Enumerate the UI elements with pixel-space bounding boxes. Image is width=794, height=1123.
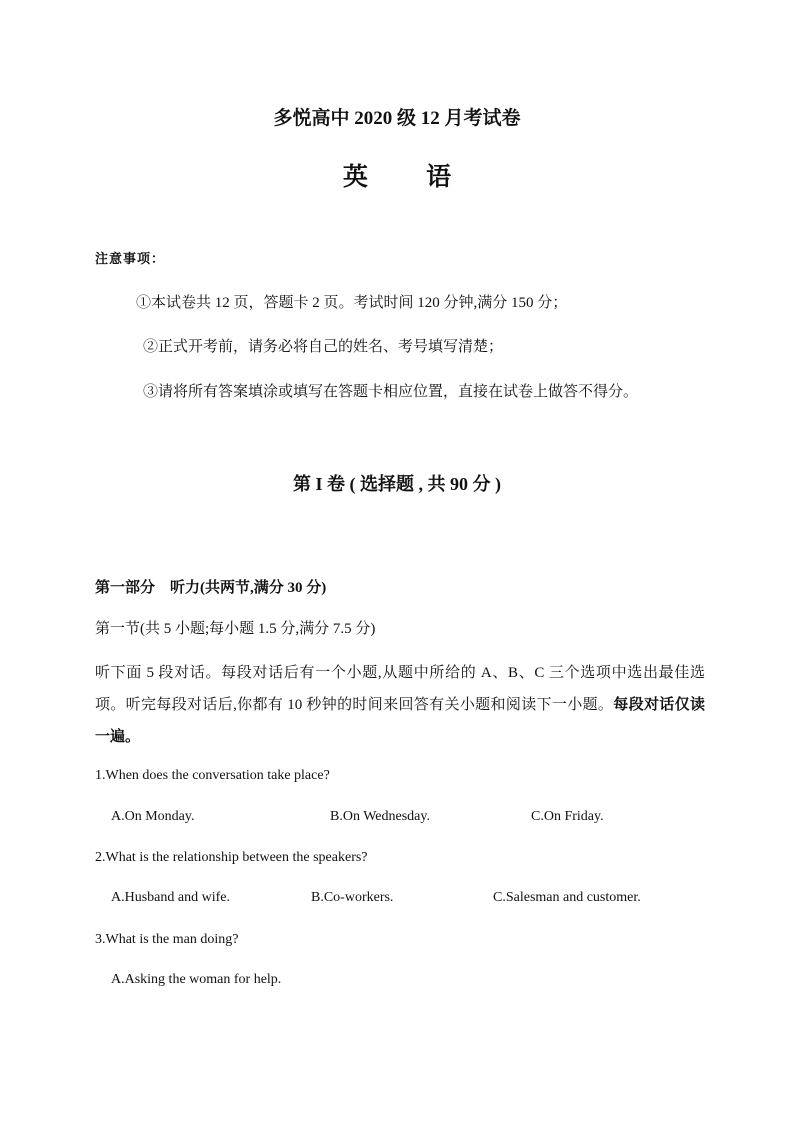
exam-title: 多悦高中 2020 级 12 月考试卷 — [273, 108, 521, 129]
section-title: 第 I 卷 ( 选择题 , 共 90 分 ) — [293, 474, 501, 494]
question-stem: 3.What is the man doing? — [95, 932, 239, 947]
question-option: B.On Wednesday. — [330, 809, 430, 824]
notice-item: ②正式开考前，请务必将自己的姓名、考号填写清楚； — [143, 339, 504, 355]
listening-instructions — [95, 657, 705, 753]
question-option: C.Salesman and customer. — [493, 890, 641, 905]
question-option: A.Husband and wife. — [111, 890, 230, 905]
question-option: A.On Monday. — [111, 809, 195, 824]
question-stem: 2.What is the relationship between the speakers? — [95, 850, 368, 865]
question-option: B.Co-workers. — [311, 890, 394, 905]
instructions-text: 听下面 5 段对话。每段对话后有一个小题,从题中所给的 A、B、C 三个选项中选出最佳选项。听完每段对话后,你都有 10 秒钟的时间来回答有关小题和阅读下一小题。 — [95, 665, 705, 713]
question-option: A.Asking the woman for help. — [111, 972, 282, 987]
subsection-title: 第一节(共 5 小题;每小题 1.5 分,满分 7.5 分) — [95, 621, 376, 637]
question-stem: 1.When does the conversation take place? — [95, 768, 330, 783]
notice-item: ①本试卷共 12 页，答题卡 2 页。考试时间 120 分钟,满分 150 分； — [136, 295, 568, 311]
question-option: C.On Friday. — [531, 809, 604, 824]
part-title: 第一部分 听力(共两节,满分 30 分) — [95, 580, 327, 596]
subject-title: 英 语 — [342, 164, 478, 191]
notice-item: ③请将所有答案填涂或填写在答题卡相应位置，直接在试卷上做答不得分。 — [143, 384, 639, 400]
notice-heading: 注意事项： — [95, 251, 166, 266]
instructions-emphasis: 每段对话仅读一遍。 — [95, 697, 705, 745]
